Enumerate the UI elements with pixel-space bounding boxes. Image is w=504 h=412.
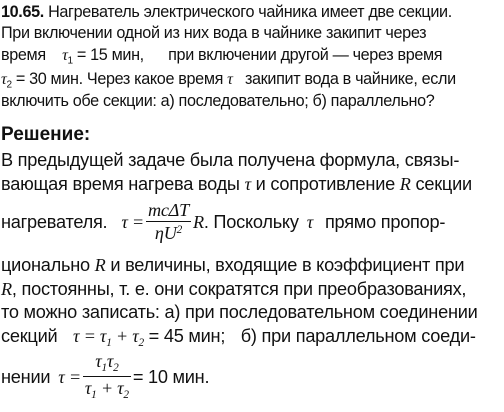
problem-text: при включении другой — через время: [168, 46, 443, 64]
problem-text: = 30 мин. Через какое время: [11, 70, 224, 88]
tau1-symbol: τ: [62, 46, 68, 64]
problem-text: Нагреватель электрического чайника имеет две секции.: [48, 3, 452, 21]
tau2-subscript: 2: [6, 79, 12, 91]
resistance-symbol: R: [94, 255, 106, 275]
problem-line-3: [1, 46, 442, 67]
problem-line-2: [1, 24, 426, 43]
solution-text: прямо пропор-: [324, 211, 446, 232]
tau-symbol: τ: [227, 70, 233, 88]
solution-line-4: [1, 255, 464, 276]
problem-text: время: [1, 46, 46, 64]
resistance-symbol: R: [1, 279, 12, 299]
parallel-denominator: $\tau_1 + \tau_2$: [84, 378, 129, 401]
tau1-subscript: 1: [67, 55, 73, 67]
formula-lhs: τ =: [121, 211, 144, 232]
tau1-value: = 15 мин,: [72, 46, 144, 64]
problem-line-5: [1, 92, 434, 111]
solution-text: нении: [1, 366, 51, 387]
formula-denominator: $\eta U^2$: [154, 223, 182, 243]
solution-text: В предыдущей задаче была получена формула, связы-: [1, 150, 460, 170]
formula-numerator: mcΔT: [146, 201, 191, 222]
series-result: = 45 мин;: [143, 326, 226, 346]
tau-symbol: τ: [244, 174, 251, 194]
solution-heading: Решение:: [1, 124, 91, 145]
solution-text: б) при параллельном соеди-: [240, 326, 476, 346]
series-formula: $\tau = \tau_1 + \tau_2$: [73, 326, 144, 349]
solution-text: и сопротивление: [255, 174, 395, 194]
problem-text: включить обе секции: а) последовательно; б) параллельно?: [1, 92, 435, 110]
solution-line-1: [1, 150, 459, 171]
solution-text: . Поскольку: [203, 211, 299, 232]
resistance-symbol: R: [399, 174, 411, 194]
solution-line-8: [1, 350, 209, 404]
solution-text: вающая время нагрева воды: [1, 174, 240, 194]
problem-line-1: [1, 3, 452, 22]
solution-text: секции: [415, 174, 472, 194]
resistance-symbol: R: [192, 211, 204, 232]
parallel-formula-fraction: [83, 352, 131, 402]
solution-text: то можно записать: а) при последовательном соединении: [1, 302, 478, 322]
parallel-formula-lhs: τ =: [58, 366, 81, 387]
heating-formula-fraction: [146, 201, 191, 243]
problem-line-4: [1, 70, 456, 91]
tau2-symbol: τ: [1, 70, 7, 88]
problem-text: При включении одной из них вода в чайнике закипит через: [1, 24, 427, 42]
solution-text: , постоянны, т. е. они сократятся при преобразованиях,: [11, 279, 467, 299]
solution-text: ционально: [1, 255, 90, 275]
solution-text: нагревателя.: [1, 211, 108, 232]
tau-symbol: τ: [306, 211, 313, 232]
solution-text: и величины, входящие в коэффициент при: [110, 255, 465, 275]
problem-text: закипит вода в чайнике, если: [244, 70, 456, 88]
solution-line-3: [1, 197, 445, 247]
solution-line-6: [1, 302, 478, 323]
problem-number: 10.65.: [1, 3, 44, 21]
solution-text: секций: [1, 326, 58, 346]
parallel-result: = 10 мин.: [132, 366, 210, 387]
solution-line-2: [1, 174, 472, 195]
parallel-numerator: $\tau_1\tau_2$: [83, 352, 131, 377]
solution-line-5: [1, 279, 466, 300]
solution-line-7: [1, 326, 476, 349]
